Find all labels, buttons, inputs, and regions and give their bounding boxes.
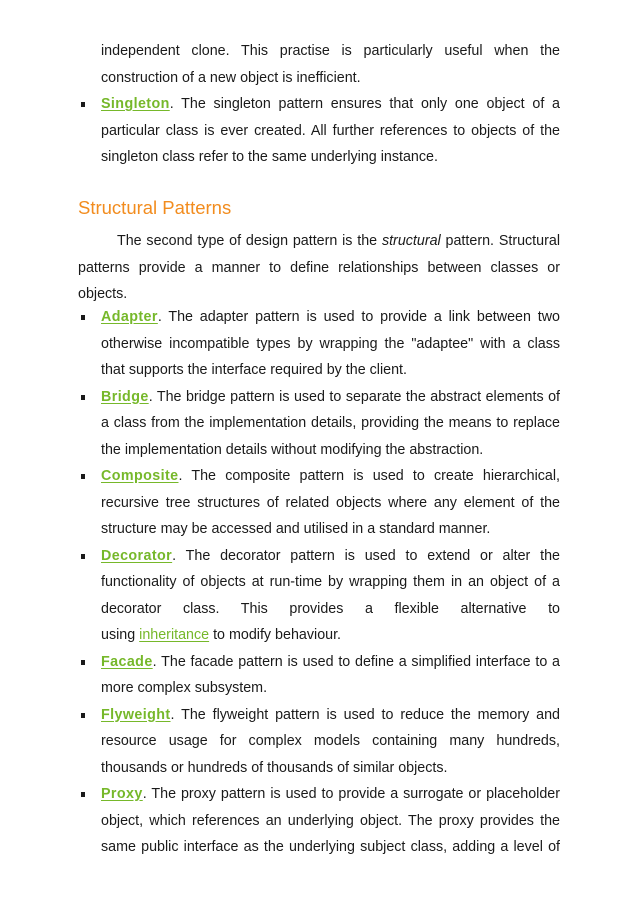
bullet-icon (81, 315, 85, 320)
proxy-link[interactable]: Proxy (101, 786, 143, 802)
list-item-composite (0, 463, 638, 543)
bullet-icon (81, 395, 85, 400)
text-fragment: using (101, 627, 140, 643)
text-line: construction of a new object is inefficient. (101, 69, 361, 86)
list-item-decorator (0, 543, 638, 649)
text-line (101, 91, 560, 118)
text-line: thousands or hundreds of thousands of similar objects. (101, 759, 448, 776)
text-fragment: . The adapter pattern is used to provide a link between two (157, 309, 560, 325)
text-fragment: to modify behaviour. (209, 627, 342, 643)
list-item-proxy (0, 781, 638, 861)
text-line (101, 649, 560, 676)
text-line: resource usage for complex models containing many hundreds, (101, 733, 560, 749)
adapter-link[interactable]: Adapter (101, 309, 158, 325)
bullet-icon (81, 102, 85, 107)
text-line (101, 702, 560, 729)
list-item-prototype-continued (0, 38, 638, 91)
text-line (101, 622, 560, 649)
inheritance-link[interactable]: inheritance (139, 627, 210, 643)
text-line (101, 781, 560, 808)
text-line (101, 304, 560, 331)
text-line (78, 228, 560, 255)
list-item-adapter (0, 304, 638, 384)
text-line: patterns provide a manner to define relationships between classes or (78, 259, 560, 276)
text-line (101, 463, 560, 490)
text-line: structure may be accessed and utilised in a standard manner. (101, 521, 491, 537)
text-line (101, 543, 560, 570)
decorator-link[interactable]: Decorator (101, 547, 173, 564)
text-fragment: . The singleton pattern ensures that only one object of a (169, 96, 560, 112)
text-line: independent clone. This practise is particularly useful when the (101, 43, 560, 59)
text-fragment: . The bridge pattern is used to separate the abstract elements of (148, 388, 560, 405)
text-line: object, which references an underlying object. The proxy provides the (101, 812, 560, 829)
text-fragment: . The flyweight pattern is used to reduce the memory and (170, 706, 560, 723)
text-fragment: The second type of design pattern is the (117, 233, 382, 249)
text-line: functionality of objects at run-time by wrapping them in an object of a (101, 574, 560, 590)
singleton-link[interactable]: Singleton (101, 96, 170, 112)
text-line: particular class is ever created. All further references to objects of the (101, 122, 560, 139)
text-line: same public interface as the underlying subject class, adding a level of (101, 839, 560, 855)
list-item-flyweight (0, 702, 638, 782)
flyweight-link[interactable]: Flyweight (101, 706, 171, 723)
text-fragment: . The proxy pattern is used to provide a surrogate or placeholder (142, 786, 560, 802)
text-line: more complex subsystem. (101, 680, 268, 696)
text-fragment: . The decorator pattern is used to extend or alter the (172, 547, 560, 564)
bullet-icon (81, 792, 85, 797)
emphasis-text: structural (381, 233, 441, 249)
intro-paragraph (78, 228, 560, 308)
bridge-link[interactable]: Bridge (101, 388, 149, 405)
section-heading: Structural Patterns (78, 197, 232, 218)
composite-link[interactable]: Composite (101, 468, 179, 484)
text-line: otherwise incompatible types by wrapping the "adaptee" with a class (101, 335, 560, 352)
bullet-icon (81, 713, 85, 718)
text-line: recursive tree structures of related objects where any element of the (101, 494, 560, 511)
text-line: objects. (78, 286, 128, 302)
list-item-bridge (0, 384, 638, 464)
bullet-icon (81, 474, 85, 479)
bullet-icon (81, 554, 85, 559)
text-line (101, 384, 560, 411)
text-line: that supports the interface required by the client. (101, 362, 407, 378)
text-line: the implementation details without modifying the abstraction. (101, 441, 484, 458)
structural-patterns-list (0, 304, 638, 861)
text-fragment: . The composite pattern is used to create hierarchical, (178, 468, 560, 484)
creational-list-continued (0, 38, 638, 171)
list-item-facade (0, 649, 638, 702)
text-line: decorator class. This provides a flexible alternative to (101, 600, 560, 617)
text-fragment: . The facade pattern is used to define a simplified interface to a (152, 653, 560, 670)
text-line: a class from the implementation details, providing the means to replace (101, 415, 560, 431)
text-line: singleton class refer to the same underlying instance. (101, 149, 438, 165)
text-fragment: pattern. Structural (440, 233, 560, 249)
bullet-icon (81, 660, 85, 665)
list-item-singleton (0, 91, 638, 171)
facade-link[interactable]: Facade (101, 653, 153, 670)
